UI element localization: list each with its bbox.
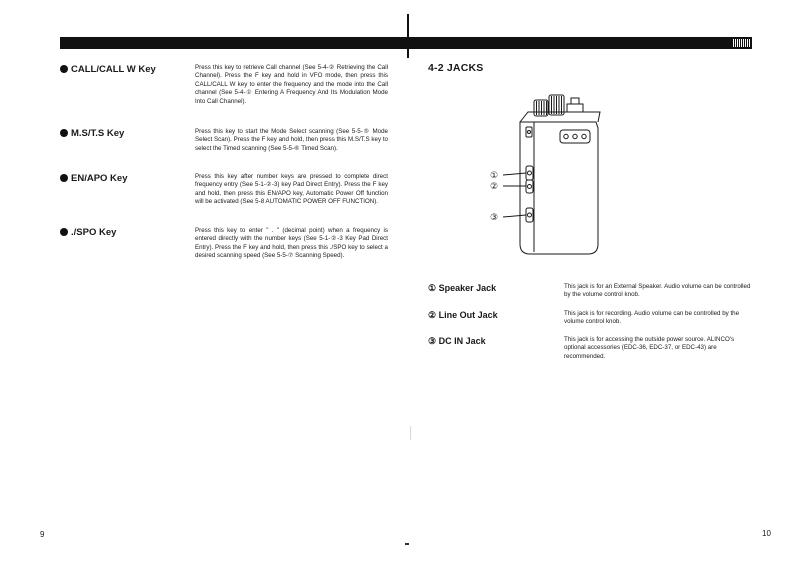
page-number-left: 9: [40, 530, 45, 539]
key-description: Press this key to retrieve Call channel (See 5-4-② Retrieving the Call Channel). Press the F key and hold in VFO mode, then press this CALL/CALL W key to enter the frequency and the mode into the Call channel (See 5-4-① Entering A Frequency And Its Modulation Mode Into Call Channel).: [195, 64, 388, 105]
bullet-icon: [60, 228, 68, 236]
jack-title: ③ DC IN Jack: [428, 336, 486, 346]
key-description: Press this key to enter " . " (decimal point) when a frequency is entered directly with the number keys (See 5-1-②-3 Key Pad Direct Entry). Press the F key and hold, then press this ./SPO key to select a desired scanning speed (See 5-5-⑦ Scanning Speed).: [195, 227, 388, 260]
jack-title: ② Line Out Jack: [428, 310, 498, 320]
bullet-icon: [60, 65, 68, 73]
callout-leader-3: [503, 215, 526, 217]
squelch-knob-icon: [549, 95, 564, 115]
key-title: CALL/CALL W Key: [60, 64, 156, 75]
callout-label-3: ③: [490, 213, 499, 223]
header-bar: [60, 37, 752, 49]
dc-in-jack-icon: [526, 208, 533, 222]
antenna-pin: [571, 98, 579, 104]
jack-description: This jack is for recording. Audio volume can be controlled by the volume control knob.: [564, 310, 740, 326]
top-panel-plate: [560, 130, 590, 143]
bullet-icon: [60, 129, 68, 137]
faint-center-mark: [410, 426, 411, 440]
radio-body-outline: [520, 122, 598, 254]
key-title: ./SPO Key: [60, 227, 116, 238]
top-switch-icon: [526, 127, 532, 137]
volume-knob-icon: [534, 100, 548, 116]
page-fold-line: [407, 14, 409, 58]
key-description: Press this key to start the Mode Select scanning (See 5-5-⑤ Mode Select Scan). Press the F key and hold, then press this M.S/T.S key to select the Timed scanning (See 5-5-⑥ Timed Scan).: [195, 128, 388, 152]
page-number-right: 10: [762, 529, 771, 538]
key-description: Press this key after number keys are pressed to complete direct frequency entry (See 5-1-②-3) key Pad Direct Entry). Press the F key and hold, then press this EN/APO key, Automatic Power Off function will be activated (See 5-8 AUTOMATIC POWER OFF FUNCTION).: [195, 173, 388, 206]
jack-description: This jack is for accessing the outside power source. ALINCO's optional accessories (EDC-36, EDC-37, or EDC-43) are recommended.: [564, 336, 735, 360]
jack-description: This jack is for an External Speaker. Audio volume can be controlled by the volume control knob.: [564, 283, 751, 299]
jack-title: ① Speaker Jack: [428, 283, 497, 293]
radio-top-face: [520, 112, 600, 122]
antenna-connector: [567, 104, 583, 112]
callout-label-1: ①: [490, 171, 499, 181]
callout-label-2: ②: [490, 182, 499, 192]
bottom-center-mark: [405, 543, 409, 545]
key-title: EN/APO Key: [60, 173, 128, 184]
speaker-jack-icon: [526, 166, 533, 180]
line-out-jack-icon: [526, 180, 533, 193]
callout-leader-1: [503, 173, 526, 175]
bullet-icon: [60, 174, 68, 182]
key-title: M.S/T.S Key: [60, 128, 124, 139]
header-bar-stripes: [733, 39, 750, 47]
radio-jacks-diagram: [488, 94, 606, 262]
section-title: 4-2 JACKS: [428, 62, 484, 74]
